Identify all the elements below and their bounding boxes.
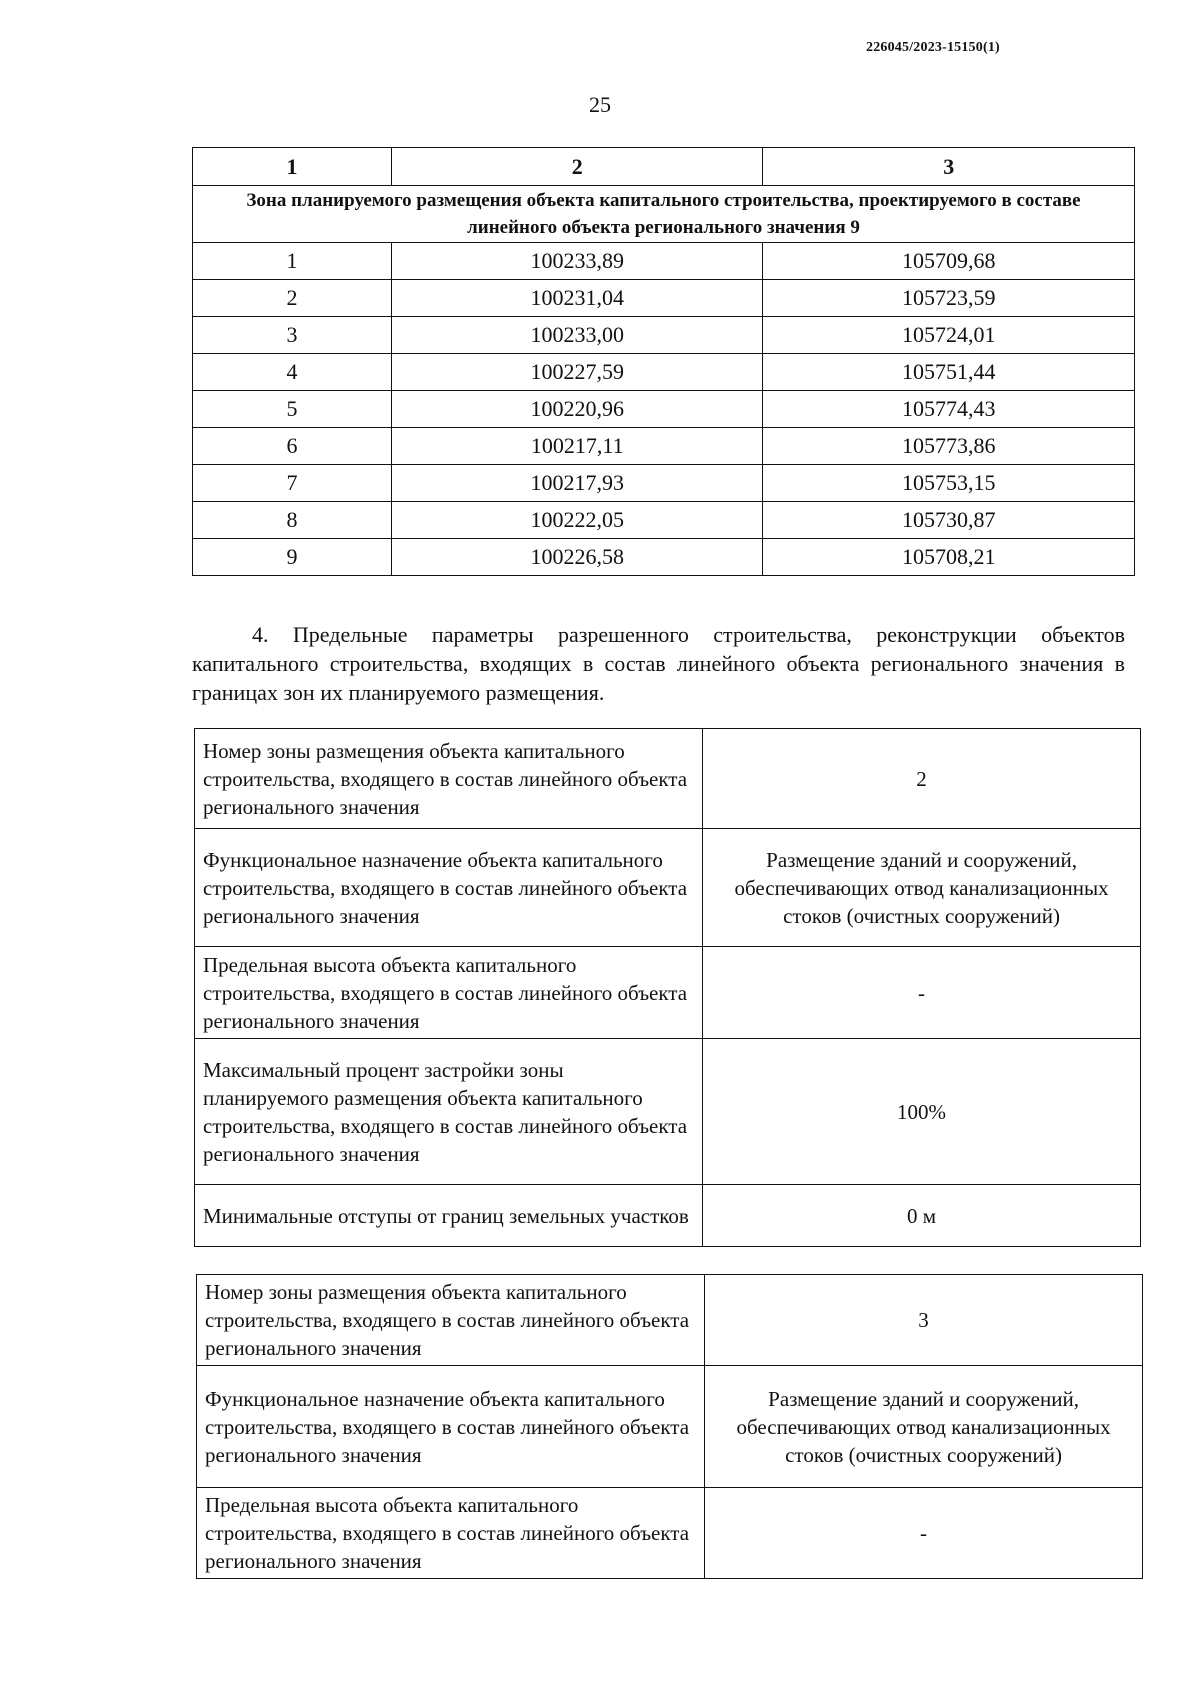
coordinate-y: 105723,59 [763,280,1135,317]
table-row [197,1488,1143,1579]
table-row [193,465,1135,502]
coordinate-x: 100231,04 [391,280,763,317]
param-value: - [703,947,1141,1039]
table-row [195,947,1141,1039]
coordinate-x: 100220,96 [391,391,763,428]
point-number: 7 [193,465,392,502]
table-row [195,829,1141,947]
point-number: 1 [193,243,392,280]
coordinate-y: 105773,86 [763,428,1135,465]
coordinate-y: 105724,01 [763,317,1135,354]
param-value: Размещение зданий и сооружений, обеспечивающих отвод канализационных стоков (очистных сооружений) [703,829,1141,947]
document-number: 226045/2023-15150(1) [866,40,1000,55]
param-label: Предельная высота объекта капитального строительства, входящего в состав линейного объекта регионального значения [197,1488,705,1579]
zone-title: Зона планируемого размещения объекта капитального строительства, проектируемого в составе линейного объекта регионального значения 9 [193,186,1135,243]
table-row [193,428,1135,465]
coordinate-x: 100226,58 [391,539,763,576]
coordinate-x: 100217,93 [391,465,763,502]
section-4-paragraph: 4. Предельные параметры разрешенного строительства, реконструкции объектов капитального строительства, входящих в состав линейного объекта регионального значения в границах зон их планируемого размещения. [192,622,1125,705]
table-row [195,1039,1141,1185]
param-value: 0 м [703,1185,1141,1247]
coordinate-x: 100233,00 [391,317,763,354]
table-row [195,729,1141,829]
param-value: 2 [703,729,1141,829]
coordinate-y: 105774,43 [763,391,1135,428]
point-number: 9 [193,539,392,576]
zone-title-row [193,186,1135,243]
param-label: Максимальный процент застройки зоны планируемого размещения объекта капитального строительства, входящего в состав линейного объекта регионального значения [195,1039,703,1185]
point-number: 2 [193,280,392,317]
table-row [197,1275,1143,1366]
param-label: Функциональное назначение объекта капитального строительства, входящего в состав линейного объекта регионального значения [197,1366,705,1488]
coordinate-x: 100233,89 [391,243,763,280]
page-number: 25 [589,92,611,117]
param-label: Номер зоны размещения объекта капитального строительства, входящего в состав линейного объекта регионального значения [195,729,703,829]
param-label: Минимальные отступы от границ земельных участков [195,1185,703,1247]
coordinate-x: 100227,59 [391,354,763,391]
parameters-table-zone-2 [194,728,1141,1247]
parameters-table-zone-3 [196,1274,1143,1579]
column-header: 3 [763,148,1135,186]
param-value: 100% [703,1039,1141,1185]
coordinate-y: 105708,21 [763,539,1135,576]
table-row [193,539,1135,576]
param-label: Функциональное назначение объекта капитального строительства, входящего в состав линейного объекта регионального значения [195,829,703,947]
table-row [195,1185,1141,1247]
param-value: - [705,1488,1143,1579]
table-row [193,391,1135,428]
table-header-row [193,148,1135,186]
param-label: Номер зоны размещения объекта капитального строительства, входящего в состав линейного объекта регионального значения [197,1275,705,1366]
point-number: 6 [193,428,392,465]
param-value: 3 [705,1275,1143,1366]
coordinate-y: 105751,44 [763,354,1135,391]
param-label: Предельная высота объекта капитального строительства, входящего в состав линейного объекта регионального значения [195,947,703,1039]
table-row [193,243,1135,280]
table-row [193,354,1135,391]
coordinate-x: 100217,11 [391,428,763,465]
point-number: 5 [193,391,392,428]
table-row [193,317,1135,354]
point-number: 3 [193,317,392,354]
point-number: 8 [193,502,392,539]
column-header: 2 [391,148,763,186]
coordinates-table [192,147,1135,576]
coordinate-y: 105753,15 [763,465,1135,502]
coordinate-x: 100222,05 [391,502,763,539]
table-row [193,280,1135,317]
param-value: Размещение зданий и сооружений, обеспечивающих отвод канализационных стоков (очистных сооружений) [705,1366,1143,1488]
coordinate-y: 105709,68 [763,243,1135,280]
point-number: 4 [193,354,392,391]
table-row [197,1366,1143,1488]
table-row [193,502,1135,539]
coordinate-y: 105730,87 [763,502,1135,539]
column-header: 1 [193,148,392,186]
